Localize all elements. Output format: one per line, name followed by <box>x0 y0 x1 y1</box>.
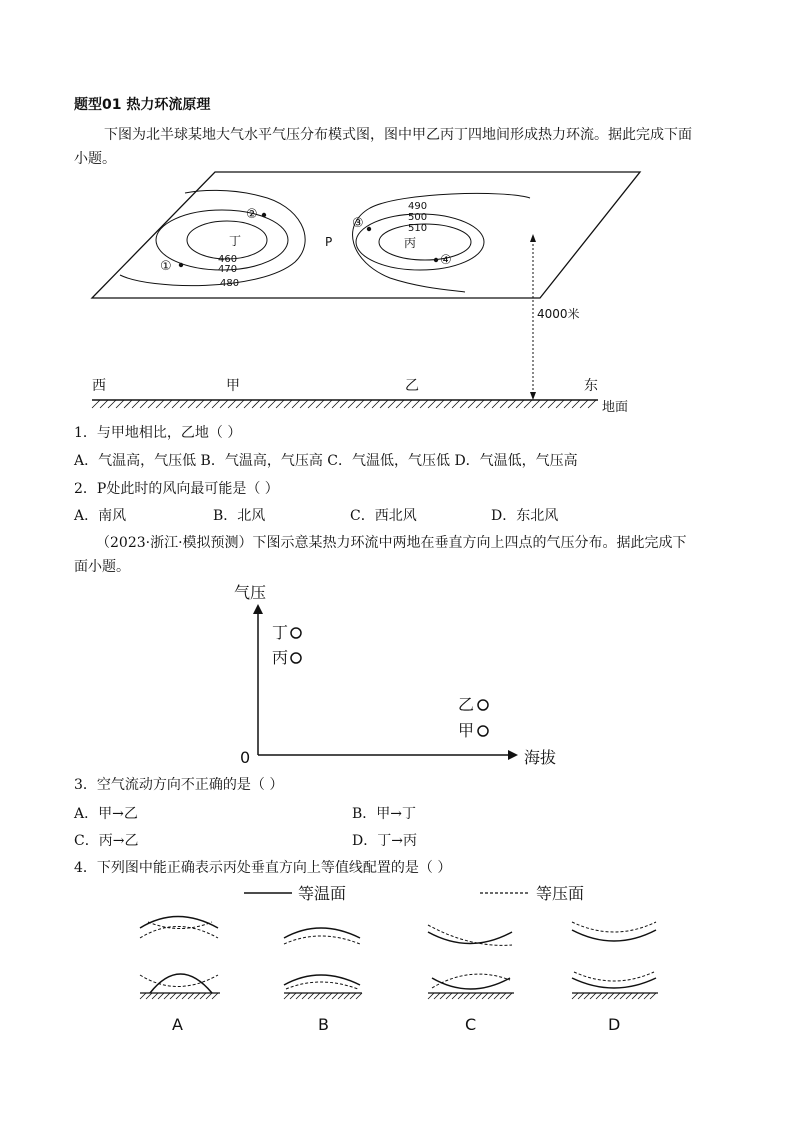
ground-west: 西 <box>92 378 106 394</box>
label-point-3: ③ <box>352 216 364 231</box>
label-470: 470 <box>218 264 238 275</box>
q2-option-c: C．西北风 <box>350 508 417 524</box>
y-axis-label: 气压 <box>234 583 267 602</box>
option-a-diagram <box>140 917 220 994</box>
intro2-line2: 面小题。 <box>74 559 130 575</box>
legend-dashed-label: 等压面 <box>536 884 585 903</box>
point-jia-label: 甲 <box>458 721 475 740</box>
q3-option-c: C．丙→乙 <box>74 833 139 849</box>
point-ding-label: 丁 <box>272 623 289 642</box>
legend-solid-label: 等温面 <box>298 884 347 903</box>
q4-stem: 4．下列图中能正确表示丙处垂直方向上等值线配置的是（ ） <box>74 860 452 876</box>
option-c-label: C <box>465 1015 477 1034</box>
label-point-4: ④ <box>440 253 452 268</box>
option-a-label: A <box>172 1015 183 1034</box>
label-ding: 丁 <box>229 234 242 248</box>
label-510: 510 <box>408 223 428 234</box>
intro1-line1: 下图为北半球某地大气水平气压分布模式图，图中甲乙丙丁四地间形成热力环流。据此完成下面 <box>104 127 692 143</box>
option-b-diagram <box>284 928 362 993</box>
option-c-diagram <box>428 925 514 993</box>
q3-option-a: A．甲→乙 <box>74 806 138 822</box>
point-yi-label: 乙 <box>458 695 475 714</box>
q2-option-d: D．东北风 <box>491 508 559 524</box>
ground-yi: 乙 <box>405 378 419 394</box>
ground-name: 地面 <box>602 400 629 415</box>
q3-option-d: D．丁→丙 <box>352 833 417 849</box>
intro2-line1: （2023·浙江·模拟预测）下图示意某热力环流中两地在垂直方向上四点的气压分布。据此完成下 <box>96 535 687 551</box>
label-bing: 丙 <box>404 236 417 250</box>
q1-stem: 1．与甲地相比，乙地（ ） <box>74 425 242 441</box>
label-500: 500 <box>408 212 428 223</box>
ground-jia: 甲 <box>226 378 240 394</box>
label-point-2: ② <box>246 207 258 222</box>
point-bing-label: 丙 <box>272 648 289 667</box>
q3-stem: 3．空气流动方向不正确的是（ ） <box>74 777 284 793</box>
option-d-diagram <box>572 922 658 993</box>
origin-label: 0 <box>240 748 251 767</box>
section-title: 题型01 热力环流原理 <box>74 97 211 113</box>
label-460: 460 <box>218 254 238 265</box>
label-p: P <box>325 235 333 249</box>
option-b-label: B <box>318 1015 329 1034</box>
option-ground-hatches <box>140 993 656 999</box>
label-490: 490 <box>408 201 428 212</box>
label-point-1: ① <box>160 259 172 274</box>
q3-option-b: B．甲→丁 <box>352 806 417 822</box>
x-axis-label: 海拔 <box>524 748 557 767</box>
q2-stem: 2．P处此时的风向最可能是（ ） <box>74 481 279 497</box>
q2-option-a: A．南风 <box>74 508 127 524</box>
height-label: 4000米 <box>537 307 580 321</box>
q2-option-b: B．北风 <box>213 508 266 524</box>
intro1-line2: 小题。 <box>74 151 116 167</box>
q1-options: A．气温高，气压低 B．气温高，气压高 C．气温低，气压低 D．气温低，气压高 <box>74 453 578 469</box>
ground-east: 东 <box>584 378 598 394</box>
option-d-label: D <box>608 1015 621 1034</box>
label-480: 480 <box>220 278 240 289</box>
